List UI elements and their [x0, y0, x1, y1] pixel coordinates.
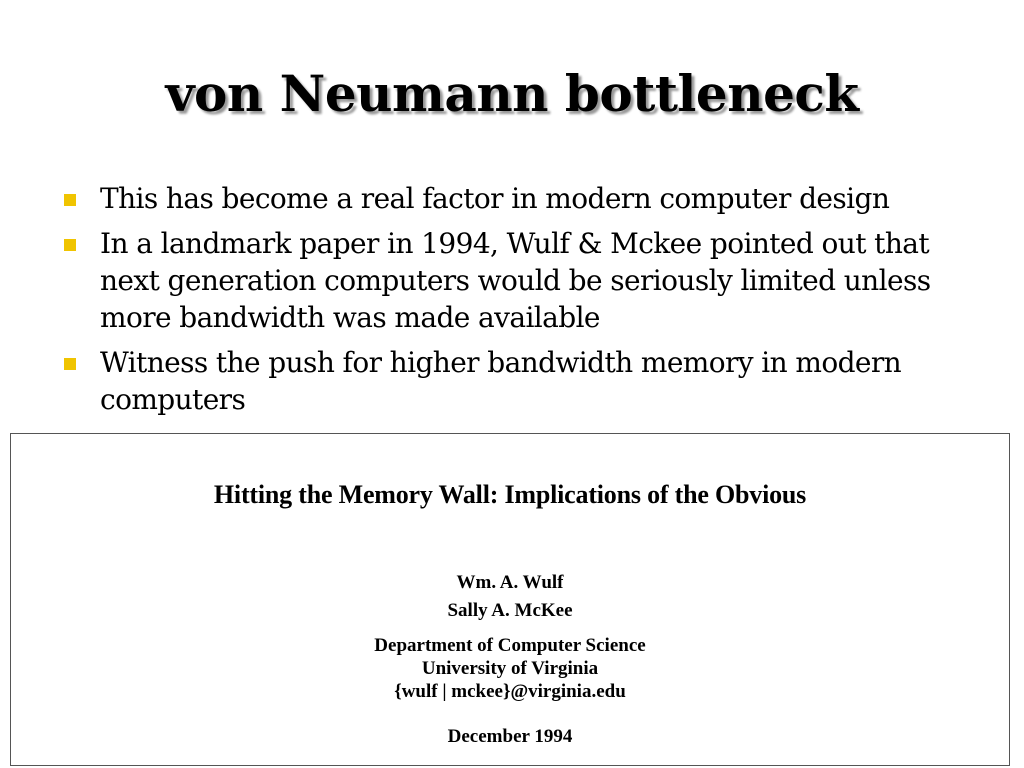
- paper-title: Hitting the Memory Wall: Implications of the Obvious: [213, 480, 807, 509]
- square-bullet-icon: [64, 358, 76, 370]
- paper-author: Wm. A. Wulf: [456, 572, 564, 593]
- paper-date: December 1994: [447, 726, 573, 747]
- bullet-list: [60, 180, 980, 426]
- paper-department: Department of Computer Science: [374, 635, 646, 656]
- paper-university: University of Virginia: [421, 658, 599, 679]
- paper-email: {wulf | mckee}@virginia.edu: [394, 681, 626, 702]
- slide-title: von Neumann bottleneck: [165, 64, 859, 123]
- square-bullet-icon: [64, 194, 76, 206]
- paper-excerpt-image: [10, 433, 1010, 766]
- bullet-text: Witness the push for higher bandwidth memory in modern computers: [100, 346, 902, 416]
- square-bullet-icon: [64, 239, 76, 251]
- bullet-item: [60, 180, 980, 217]
- bullet-text: In a landmark paper in 1994, Wulf & Mckee pointed out that next generation computers would be seriously limited unless more bandwidth was made available: [100, 227, 931, 334]
- paper-author: Sally A. McKee: [447, 600, 573, 621]
- bullet-item: [60, 225, 980, 336]
- bullet-text: This has become a real factor in modern computer design: [100, 182, 890, 215]
- bullet-item: [60, 344, 980, 418]
